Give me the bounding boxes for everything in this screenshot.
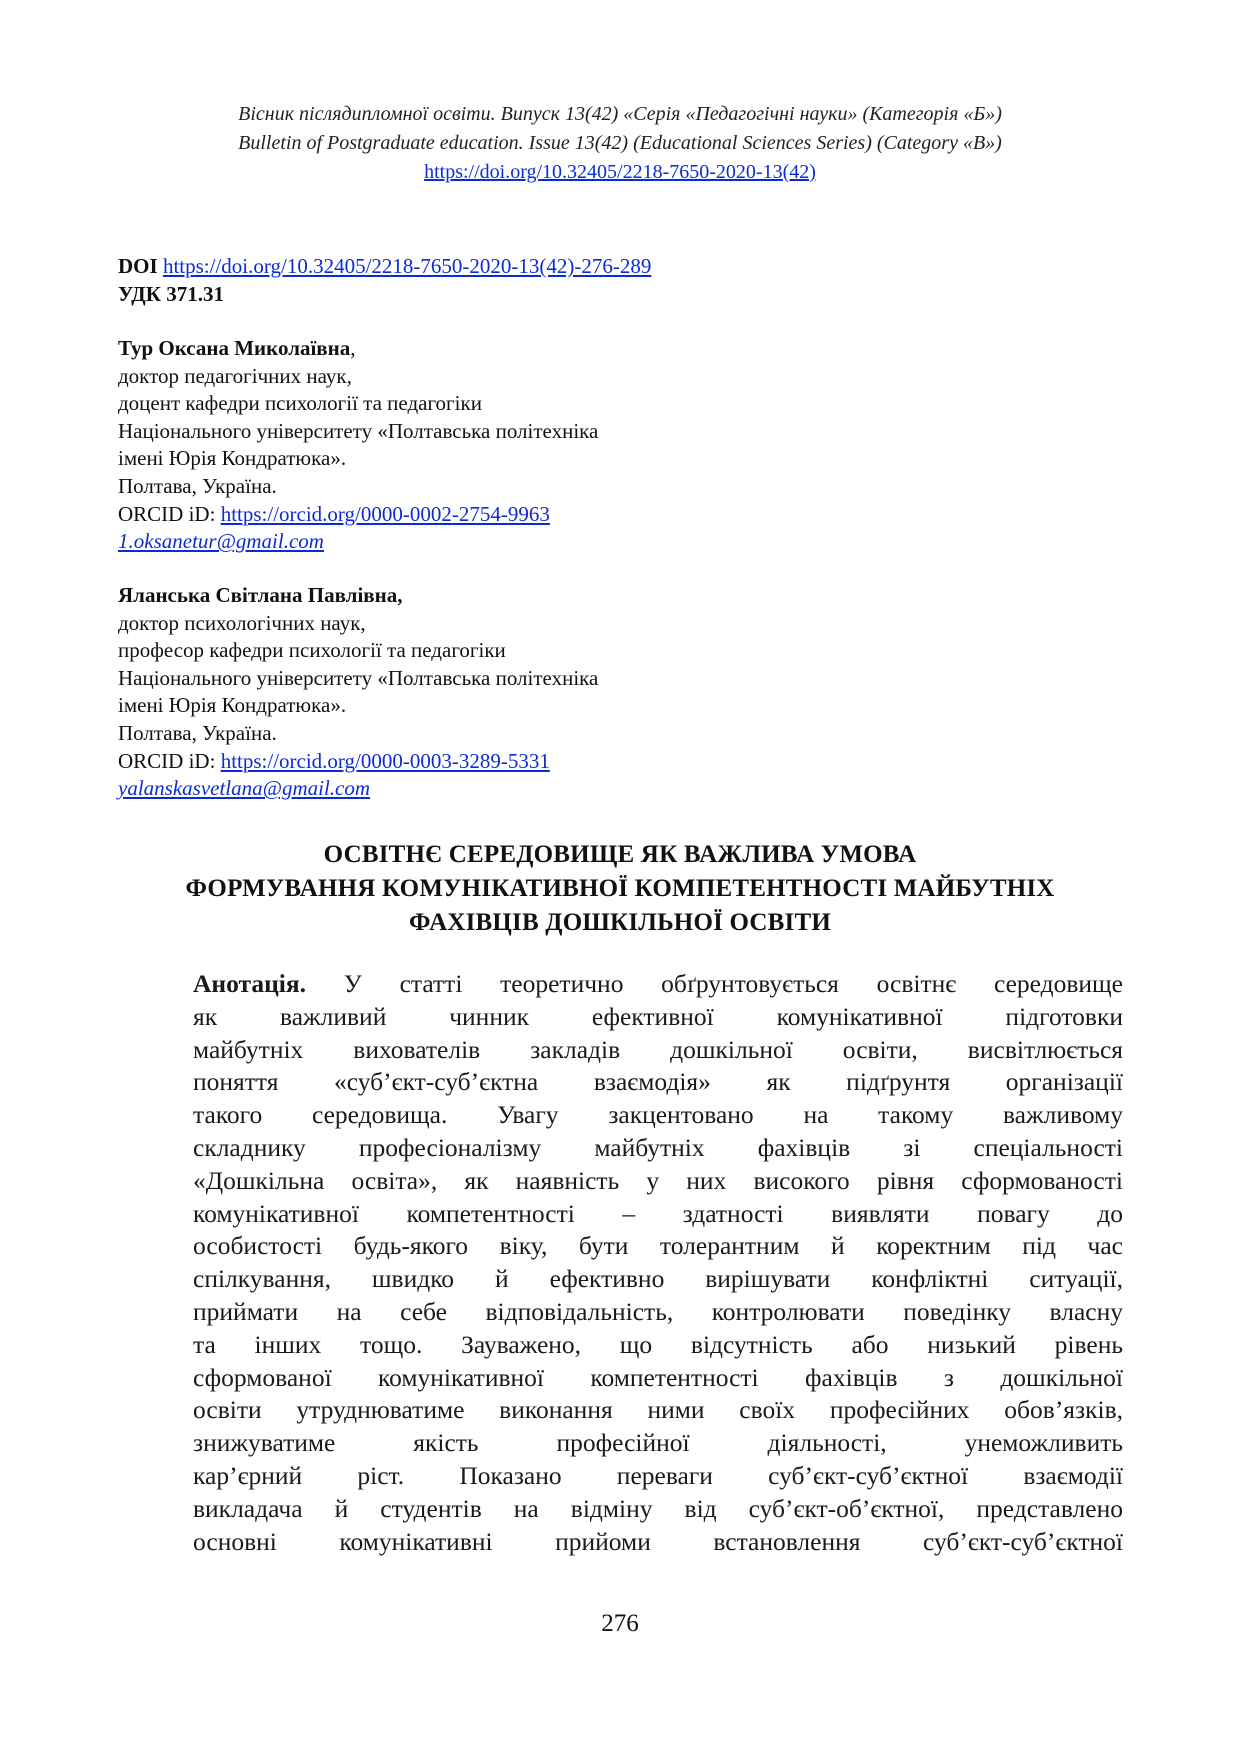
abstract-line: приймати на себе відповідальність, контролювати поведінку власну	[193, 1296, 1123, 1326]
author-name: Тур Оксана Миколаївна	[118, 336, 351, 360]
author-name-suffix: ,	[350, 336, 356, 360]
abstract-line: особистості будь-якого віку, бути толерантним й коректним під час	[193, 1231, 1123, 1261]
author-institution: Національного університету «Полтавська політехніка	[118, 665, 599, 690]
abstract-line: та інших тощо. Зауважено, що відсутність або низький рівень	[193, 1329, 1123, 1359]
abstract-text: У статті теоретично обґрунтовується освітнє середовище	[306, 969, 1123, 998]
abstract-line: «Дошкільна освіта», як наявність у них високого рівня сформованості	[193, 1165, 1123, 1195]
abstract	[193, 968, 1123, 1558]
article-title	[0, 838, 1240, 940]
abstract-line: складнику професіоналізму майбутніх фахівців зі спеціальності	[193, 1132, 1123, 1162]
page-number: 276	[601, 1610, 639, 1637]
author-institution-cont: імені Юрія Кондратюка».	[118, 446, 347, 471]
journal-header-en: Bulletin of Postgraduate education. Issue 13(42) (Educational Sciences Series) (Category «B»)	[238, 132, 1002, 154]
orcid-link[interactable]: https://orcid.org/0000-0003-3289-5331	[220, 748, 550, 773]
abstract-line: такого середовища. Увагу закцентовано на такому важливому	[193, 1100, 1123, 1130]
author-name: Яланська Світлана Павлівна,	[118, 583, 403, 607]
abstract-line: кар’єрний ріст. Показано переваги суб’єкт-суб’єктної взаємодії	[193, 1460, 1123, 1490]
article-meta	[118, 252, 651, 308]
udk-code: УДК 371.31	[118, 282, 224, 306]
abstract-line: основні комунікативні прийоми встановлення суб’єкт-суб’єктної	[193, 1526, 1123, 1556]
abstract-line: майбутніх вихователів закладів дошкільної освіти, висвітлюється	[193, 1034, 1123, 1064]
abstract-line: як важливий чинник ефективної комунікативної підготовки	[193, 1001, 1123, 1031]
title-line: ФАХІВЦІВ ДОШКІЛЬНОЇ ОСВІТИ	[408, 909, 832, 936]
author-block	[118, 582, 598, 803]
journal-header	[0, 100, 1240, 187]
author-institution: Національного університету «Полтавська політехніка	[118, 418, 599, 443]
author-location: Полтава, Україна.	[118, 720, 277, 745]
author-position: доцент кафедри психології та педагогіки	[118, 391, 482, 416]
title-line: ФОРМУВАННЯ КОМУНІКАТИВНОЇ КОМПЕТЕНТНОСТІ МАЙБУТНІХ	[185, 875, 1055, 902]
author-location: Полтава, Україна.	[118, 473, 277, 498]
orcid-link[interactable]: https://orcid.org/0000-0002-2754-9963	[220, 501, 550, 526]
email-link[interactable]: 1.oksanetur@gmail.com	[118, 529, 324, 554]
doi-line	[118, 252, 651, 280]
abstract-line: комунікативної компетентності – здатності виявляти повагу до	[193, 1198, 1123, 1228]
abstract-line: сформованої комунікативної компетентності фахівців з дошкільної	[193, 1362, 1123, 1392]
abstract-line: спілкування, швидко й ефективно вирішувати конфліктні ситуації,	[193, 1264, 1123, 1294]
abstract-line: освіти утруднюватиме виконання ними своїх професійних обов’язків,	[193, 1395, 1123, 1425]
doi-label: DOI	[118, 254, 158, 278]
author-degree: доктор педагогічних наук,	[118, 363, 352, 388]
author-degree: доктор психологічних наук,	[118, 610, 366, 635]
abstract-label: Анотація.	[193, 969, 307, 998]
email-link[interactable]: yalanskasvetlana@gmail.com	[118, 776, 371, 801]
author-position: професор кафедри психології та педагогіки	[118, 638, 506, 663]
abstract-line: поняття «суб’єкт-суб’єктна взаємодія» як підґрунтя організації	[193, 1067, 1123, 1097]
orcid-label: ORCID iD:	[118, 748, 221, 773]
abstract-line: знижуватиме якість професійної діяльності, унеможливить	[193, 1428, 1123, 1458]
orcid-label: ORCID iD:	[118, 501, 221, 526]
abstract-line	[193, 968, 1123, 1001]
abstract-line: викладача й студентів на відміну від суб’єкт-об’єктної, представлено	[193, 1493, 1123, 1523]
doi-link[interactable]: https://doi.org/10.32405/2218-7650-2020-13(42)-276-289	[162, 254, 652, 278]
title-line: ОСВІТНЄ СЕРЕДОВИЩЕ ЯК ВАЖЛИВА УМОВА	[323, 841, 917, 868]
author-institution-cont: імені Юрія Кондратюка».	[118, 693, 347, 718]
author-block	[118, 335, 598, 556]
issue-doi-link[interactable]: https://doi.org/10.32405/2218-7650-2020-13(42)	[424, 161, 816, 183]
journal-header-uk: Вісник післядипломної освіти. Випуск 13(42) «Серія «Педагогічні науки» (Категорія «Б»)	[238, 103, 1002, 125]
